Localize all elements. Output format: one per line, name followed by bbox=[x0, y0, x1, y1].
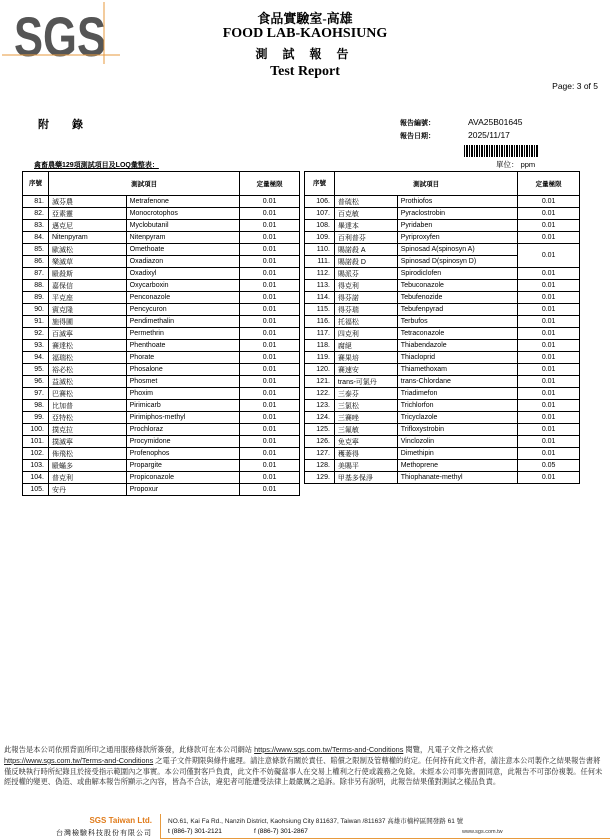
header-seq: 序號 bbox=[23, 172, 49, 196]
loq-cell: 0.01 bbox=[240, 280, 300, 292]
table-row bbox=[23, 340, 300, 352]
loq-cell: 0.01 bbox=[240, 412, 300, 424]
loq-cell: 0.01 bbox=[518, 280, 580, 292]
header-item: 測試項目 bbox=[334, 172, 517, 196]
name-cn-cell: 嘉保信 bbox=[48, 280, 126, 292]
name-cn-cell: 賽速安 bbox=[334, 364, 397, 376]
name-en-cell: Thiabendazole bbox=[397, 340, 518, 352]
name-en-cell: Trifloxystrobin bbox=[397, 424, 518, 436]
name-cn-cell: 毆蟎多 bbox=[48, 460, 126, 472]
table-row bbox=[305, 460, 580, 472]
name-cn-cell: 撲滅寧 bbox=[48, 436, 126, 448]
loq-cell: 0.01 bbox=[518, 304, 580, 316]
name-cn-cell: 邁克尼 bbox=[48, 220, 126, 232]
seq-cell: 98. bbox=[23, 400, 49, 412]
name-en-cell: Tebufenozide bbox=[397, 292, 518, 304]
name-en-cell: Pirimicarb bbox=[126, 400, 240, 412]
seq-cell: 93. bbox=[23, 340, 49, 352]
name-en-cell: Vinclozolin bbox=[397, 436, 518, 448]
company-name-cn: 台灣檢驗科技股份有限公司 bbox=[56, 830, 152, 837]
seq-cell: 128. bbox=[305, 460, 335, 472]
loq-cell: 0.01 bbox=[518, 244, 580, 268]
loq-cell: 0.01 bbox=[518, 364, 580, 376]
name-cn-cell: 賜派芬 bbox=[334, 268, 397, 280]
table-row bbox=[23, 244, 300, 256]
seq-cell: 125. bbox=[305, 424, 335, 436]
name-en-cell: Spinosad A(spinosyn A) bbox=[397, 244, 518, 256]
seq-cell: 108. bbox=[305, 220, 335, 232]
table-row bbox=[23, 280, 300, 292]
appendix-heading: 附 錄 bbox=[38, 119, 94, 131]
loq-cell: 0.01 bbox=[240, 400, 300, 412]
table-row bbox=[23, 448, 300, 460]
loq-cell: 0.01 bbox=[518, 472, 580, 484]
loq-cell: 0.01 bbox=[240, 316, 300, 328]
loq-cell: 0.01 bbox=[518, 232, 580, 244]
seq-cell: 96. bbox=[23, 376, 49, 388]
name-en-cell: Propiconazole bbox=[126, 472, 240, 484]
header-loq: 定量極限 bbox=[240, 172, 300, 196]
loq-cell: 0.01 bbox=[240, 268, 300, 280]
loq-cell: 0.01 bbox=[518, 220, 580, 232]
table-row bbox=[305, 244, 580, 256]
seq-cell: 118. bbox=[305, 340, 335, 352]
table-row bbox=[23, 436, 300, 448]
name-cn-cell: 甲基多保淨 bbox=[334, 472, 397, 484]
table-row bbox=[305, 316, 580, 328]
seq-cell: 106. bbox=[305, 196, 335, 208]
table-row bbox=[305, 364, 580, 376]
table-row bbox=[23, 316, 300, 328]
loq-cell: 0.01 bbox=[240, 340, 300, 352]
seq-cell: 104. bbox=[23, 472, 49, 484]
loq-cell: 0.01 bbox=[518, 196, 580, 208]
loq-cell: 0.01 bbox=[518, 400, 580, 412]
loq-cell: 0.01 bbox=[518, 340, 580, 352]
seq-cell: 94. bbox=[23, 352, 49, 364]
seq-cell: 119. bbox=[305, 352, 335, 364]
legal-disclaimer bbox=[4, 745, 606, 788]
loq-cell: 0.01 bbox=[518, 208, 580, 220]
seq-cell: 81. bbox=[23, 196, 49, 208]
loq-cell: 0.01 bbox=[240, 220, 300, 232]
name-en-cell: Phoxim bbox=[126, 388, 240, 400]
table-row bbox=[23, 268, 300, 280]
seq-cell: 90. bbox=[23, 304, 49, 316]
name-en-cell: Tetraconazole bbox=[397, 328, 518, 340]
table-row bbox=[305, 328, 580, 340]
seq-cell: 99. bbox=[23, 412, 49, 424]
seq-cell: 95. bbox=[23, 364, 49, 376]
name-cn-cell: 得芬瑞 bbox=[334, 304, 397, 316]
name-cn-cell: 三氯松 bbox=[334, 400, 397, 412]
seq-cell: 122. bbox=[305, 388, 335, 400]
name-cn-cell: 三泰芬 bbox=[334, 388, 397, 400]
name-cn-cell: 四克利 bbox=[334, 328, 397, 340]
seq-cell: 105. bbox=[23, 484, 49, 496]
table-row bbox=[305, 352, 580, 364]
header-loq: 定量極限 bbox=[518, 172, 580, 196]
company-tel: t (886-7) 301-2121 bbox=[168, 828, 222, 835]
loq-cell: 0.01 bbox=[240, 436, 300, 448]
header-seq: 序號 bbox=[305, 172, 335, 196]
report-date-label: 報告日期： bbox=[400, 133, 435, 140]
seq-cell: 100. bbox=[23, 424, 49, 436]
name-en-cell: Myclobutanil bbox=[126, 220, 240, 232]
seq-cell: 88. bbox=[23, 280, 49, 292]
loq-cell: 0.01 bbox=[518, 352, 580, 364]
table-row bbox=[23, 472, 300, 484]
name-cn-cell: 裕必松 bbox=[48, 364, 126, 376]
loq-cell: 0.01 bbox=[240, 244, 300, 256]
loq-cell: 0.01 bbox=[240, 304, 300, 316]
seq-cell: 82. bbox=[23, 208, 49, 220]
seq-cell: 126. bbox=[305, 436, 335, 448]
seq-cell: 91. bbox=[23, 316, 49, 328]
loq-cell: 0.05 bbox=[518, 460, 580, 472]
table-row bbox=[305, 280, 580, 292]
legal-text: 之電子文件期限與條件處理。請注意條款有關於責任、賠償之限制及管轄權的約定。任何持有此文件者，請注意本公司製作之結果報告書將僅反映執行時所紀錄且於接受指示範圍內之事實。本公司僅對客戶負責，此文件不妨礙當事人在交易上權利之行使或義務之免除。未經本公司事先書面同意，此報告不可部份複製。任何未經授權的變更、偽造、或曲解本報告所顯示之內容，皆為不合法，違犯者可能遭受法律上最嚴厲之追訴。除非另有說明，此報告結果僅對測試之樣品負責。 bbox=[4, 755, 603, 787]
name-cn-cell: 得芬諾 bbox=[334, 292, 397, 304]
name-cn-cell: 佈飛松 bbox=[48, 448, 126, 460]
terms-link[interactable]: https://www.sgs.com.tw/Terms-and-Conditions bbox=[254, 745, 404, 754]
loq-cell: 0.01 bbox=[240, 196, 300, 208]
seq-cell: 102. bbox=[23, 448, 49, 460]
table-row bbox=[305, 436, 580, 448]
seq-cell: 84. bbox=[23, 232, 49, 244]
header-item: 測試項目 bbox=[48, 172, 239, 196]
table-row bbox=[23, 220, 300, 232]
table-row bbox=[23, 364, 300, 376]
name-cn-cell: 腐絕 bbox=[334, 340, 397, 352]
name-cn-cell: 樂滅草 bbox=[48, 256, 126, 268]
table-row bbox=[305, 400, 580, 412]
seq-cell: 117. bbox=[305, 328, 335, 340]
name-en-cell: Terbufos bbox=[397, 316, 518, 328]
loq-cell: 0.01 bbox=[240, 328, 300, 340]
seq-cell: 97. bbox=[23, 388, 49, 400]
name-en-cell: Thiophanate-methyl bbox=[397, 472, 518, 484]
name-cn-cell: 普硫松 bbox=[334, 196, 397, 208]
name-cn-cell: 撲克拉 bbox=[48, 424, 126, 436]
table-row bbox=[305, 448, 580, 460]
seq-cell: 127. bbox=[305, 448, 335, 460]
name-en-cell: Tebufenpyrad bbox=[397, 304, 518, 316]
loq-cell: 0.01 bbox=[518, 424, 580, 436]
legal-text: 閱覽，凡電子文件之格式依 bbox=[405, 745, 493, 754]
table-row bbox=[23, 424, 300, 436]
name-en-cell: Tebuconazole bbox=[397, 280, 518, 292]
name-en-cell: Dimethipin bbox=[397, 448, 518, 460]
loq-cell: 0.01 bbox=[240, 292, 300, 304]
loq-cell: 0.01 bbox=[518, 376, 580, 388]
table-row bbox=[305, 340, 580, 352]
table-row bbox=[23, 256, 300, 268]
loq-cell: 0.01 bbox=[240, 232, 300, 244]
seq-cell: 87. bbox=[23, 268, 49, 280]
table-row bbox=[305, 208, 580, 220]
name-cn-cell: 百滅寧 bbox=[48, 328, 126, 340]
name-en-cell: Pirimiphos-methyl bbox=[126, 412, 240, 424]
name-en-cell: Pyridaben bbox=[397, 220, 518, 232]
seq-cell: 103. bbox=[23, 460, 49, 472]
seq-cell: 85. bbox=[23, 244, 49, 256]
name-cn-cell: 福瑞松 bbox=[48, 352, 126, 364]
table-row bbox=[23, 400, 300, 412]
loq-cell: 0.01 bbox=[240, 460, 300, 472]
report-title-cn: 測 試 報 告 bbox=[255, 47, 355, 61]
table-row bbox=[23, 484, 300, 496]
seq-cell: 110. bbox=[305, 244, 335, 256]
name-en-cell: Prothiofos bbox=[397, 196, 518, 208]
lab-title-en: FOOD LAB-KAOHSIUNG bbox=[222, 26, 388, 41]
name-cn-cell: 三賽唑 bbox=[334, 412, 397, 424]
name-en-cell: Pyraclostrobin bbox=[397, 208, 518, 220]
name-en-cell: trans-Chlordane bbox=[397, 376, 518, 388]
name-en-cell: Pencycuron bbox=[126, 304, 240, 316]
name-en-cell: Propoxur bbox=[126, 484, 240, 496]
seq-cell: 92. bbox=[23, 328, 49, 340]
loq-cell: 0.01 bbox=[518, 268, 580, 280]
table-row bbox=[23, 376, 300, 388]
name-cn-cell: 百利普芬 bbox=[334, 232, 397, 244]
loq-cell: 0.01 bbox=[518, 448, 580, 460]
loq-cell: 0.01 bbox=[518, 412, 580, 424]
seq-cell: 111. bbox=[305, 256, 335, 268]
name-en-cell: Oxadiazon bbox=[126, 256, 240, 268]
loq-table-right bbox=[304, 171, 580, 484]
seq-cell: 83. bbox=[23, 220, 49, 232]
name-cn-cell: 百克敏 bbox=[334, 208, 397, 220]
seq-cell: 121. bbox=[305, 376, 335, 388]
name-cn-cell: 普克利 bbox=[48, 472, 126, 484]
seq-cell: 101. bbox=[23, 436, 49, 448]
report-no-label: 報告編號： bbox=[400, 120, 435, 127]
name-en-cell: Procymidone bbox=[126, 436, 240, 448]
name-cn-cell: 比加普 bbox=[48, 400, 126, 412]
table-row bbox=[305, 388, 580, 400]
table-row bbox=[23, 232, 300, 244]
name-en-cell: Phosalone bbox=[126, 364, 240, 376]
loq-cell: 0.01 bbox=[518, 436, 580, 448]
table-row bbox=[23, 196, 300, 208]
loq-cell: 0.01 bbox=[518, 316, 580, 328]
loq-cell: 0.01 bbox=[240, 364, 300, 376]
loq-cell: 0.01 bbox=[240, 208, 300, 220]
table-row bbox=[305, 232, 580, 244]
seq-cell: 120. bbox=[305, 364, 335, 376]
seq-cell: 109. bbox=[305, 232, 335, 244]
name-cn-cell: 歐滅松 bbox=[48, 244, 126, 256]
name-en-cell: Permethrin bbox=[126, 328, 240, 340]
table-row bbox=[305, 412, 580, 424]
legal-text: 此報告是本公司依照背面所印之通用服務條款所簽發，此條款可在本公司網站 bbox=[4, 745, 253, 754]
table-row bbox=[23, 292, 300, 304]
name-en-cell: Phenthoate bbox=[126, 340, 240, 352]
seq-cell: 107. bbox=[305, 208, 335, 220]
name-cn-cell: 賜諾殺 D bbox=[334, 256, 397, 268]
table-row bbox=[305, 268, 580, 280]
name-cn-cell: 得克利 bbox=[334, 280, 397, 292]
name-en-cell: Phosmet bbox=[126, 376, 240, 388]
name-en-cell: Spinosad D(spinosyn D) bbox=[397, 256, 518, 268]
name-en-cell: Penconazole bbox=[126, 292, 240, 304]
name-en-cell: Monocrotophos bbox=[126, 208, 240, 220]
seq-cell: 124. bbox=[305, 412, 335, 424]
name-en-cell: Tricyclazole bbox=[397, 412, 518, 424]
seq-cell: 89. bbox=[23, 292, 49, 304]
name-en-cell: Omethoate bbox=[126, 244, 240, 256]
name-cn-cell: 亞特松 bbox=[48, 412, 126, 424]
table-row bbox=[305, 220, 580, 232]
name-cn-cell: 賽達松 bbox=[48, 340, 126, 352]
loq-cell: 0.01 bbox=[240, 256, 300, 268]
company-website: www.sgs.com.tw bbox=[462, 829, 503, 835]
table-row bbox=[23, 208, 300, 220]
table-row bbox=[23, 412, 300, 424]
name-en-cell: Thiacloprid bbox=[397, 352, 518, 364]
name-cn-cell: 平克座 bbox=[48, 292, 126, 304]
unit-label: 單位： ppm bbox=[496, 160, 536, 169]
name-en-cell: Propargite bbox=[126, 460, 240, 472]
loq-cell: 0.01 bbox=[240, 424, 300, 436]
page-number: Page: 3 of 5 bbox=[552, 81, 598, 91]
terms-link[interactable]: https://www.sgs.com.tw/Terms-and-Conditions bbox=[4, 755, 154, 765]
name-cn-cell: 亞素靈 bbox=[48, 208, 126, 220]
loq-cell: 0.01 bbox=[518, 328, 580, 340]
loq-table-left bbox=[22, 171, 300, 496]
name-en-cell: Oxadixyl bbox=[126, 268, 240, 280]
loq-cell: 0.01 bbox=[240, 388, 300, 400]
name-cn-cell: 施得圃 bbox=[48, 316, 126, 328]
name-en-cell: Spirodiclofen bbox=[397, 268, 518, 280]
seq-cell: 123. bbox=[305, 400, 335, 412]
name-cn-cell: 安丹 bbox=[48, 484, 126, 496]
name-cn-cell: 賓克隆 bbox=[48, 304, 126, 316]
seq-cell: 113. bbox=[305, 280, 335, 292]
report-date: 2025/11/17 bbox=[468, 130, 510, 140]
name-cn-cell: 三氟敏 bbox=[334, 424, 397, 436]
table-row bbox=[305, 376, 580, 388]
name-cn-cell: Nitenpyram bbox=[48, 232, 126, 244]
barcode bbox=[464, 145, 538, 157]
company-fax: f (886-7) 301-2867 bbox=[254, 828, 308, 835]
name-en-cell: Metrafenone bbox=[126, 196, 240, 208]
name-en-cell: Prochloraz bbox=[126, 424, 240, 436]
seq-cell: 86. bbox=[23, 256, 49, 268]
svg-text:SGS: SGS bbox=[14, 5, 106, 68]
loq-cell: 0.01 bbox=[518, 292, 580, 304]
table-row bbox=[23, 304, 300, 316]
table-row bbox=[23, 388, 300, 400]
name-en-cell: Oxycarboxin bbox=[126, 280, 240, 292]
name-en-cell: Thiamethoxam bbox=[397, 364, 518, 376]
name-cn-cell: 穫萎得 bbox=[334, 448, 397, 460]
table-row bbox=[23, 460, 300, 472]
table-row bbox=[305, 196, 580, 208]
name-cn-cell: 賽果培 bbox=[334, 352, 397, 364]
name-cn-cell: 賜諾殺 A bbox=[334, 244, 397, 256]
table-row bbox=[23, 352, 300, 364]
name-en-cell: Trichlorfon bbox=[397, 400, 518, 412]
name-en-cell: Phorate bbox=[126, 352, 240, 364]
loq-cell: 0.01 bbox=[240, 352, 300, 364]
name-cn-cell: trans-可氯丹 bbox=[334, 376, 397, 388]
report-no: AVA25B01645 bbox=[468, 117, 523, 127]
table-row bbox=[305, 304, 580, 316]
name-en-cell: Methoprene bbox=[397, 460, 518, 472]
name-cn-cell: 畢達本 bbox=[334, 220, 397, 232]
loq-cell: 0.01 bbox=[518, 388, 580, 400]
name-en-cell: Triadimefon bbox=[397, 388, 518, 400]
seq-cell: 129. bbox=[305, 472, 335, 484]
seq-cell: 112. bbox=[305, 268, 335, 280]
table-title: 禽畜農藥129項測試項目及LOQ彙整表： bbox=[34, 162, 159, 169]
name-cn-cell: 毆殺斯 bbox=[48, 268, 126, 280]
name-en-cell: Pyriproxyfen bbox=[397, 232, 518, 244]
name-cn-cell: 巴賽松 bbox=[48, 388, 126, 400]
name-cn-cell: 益滅松 bbox=[48, 376, 126, 388]
table-row bbox=[23, 328, 300, 340]
footer-divider bbox=[160, 814, 161, 839]
lab-title-cn: 食品實驗室-高雄 bbox=[257, 11, 353, 26]
loq-cell: 0.01 bbox=[240, 472, 300, 484]
loq-cell: 0.01 bbox=[240, 484, 300, 496]
loq-cell: 0.01 bbox=[240, 448, 300, 460]
table-row bbox=[305, 292, 580, 304]
company-address: NO.61, Kai Fa Rd., Nanzih District, Kaohsiung City 811637, Taiwan /811637 高雄市楠梓區開發路 61 號 bbox=[168, 818, 464, 825]
seq-cell: 114. bbox=[305, 292, 335, 304]
loq-cell: 0.01 bbox=[240, 376, 300, 388]
seq-cell: 115. bbox=[305, 304, 335, 316]
table-row bbox=[305, 424, 580, 436]
name-cn-cell: 美賜平 bbox=[334, 460, 397, 472]
company-name-en: SGS Taiwan Ltd. bbox=[89, 816, 152, 825]
name-en-cell: Pendimethalin bbox=[126, 316, 240, 328]
report-title-en: Test Report bbox=[270, 64, 340, 79]
seq-cell: 116. bbox=[305, 316, 335, 328]
name-cn-cell: 滅芬農 bbox=[48, 196, 126, 208]
name-cn-cell: 免克寧 bbox=[334, 436, 397, 448]
name-en-cell: Nitenpyram bbox=[126, 232, 240, 244]
name-cn-cell: 托福松 bbox=[334, 316, 397, 328]
table-row bbox=[305, 472, 580, 484]
name-en-cell: Profenophos bbox=[126, 448, 240, 460]
